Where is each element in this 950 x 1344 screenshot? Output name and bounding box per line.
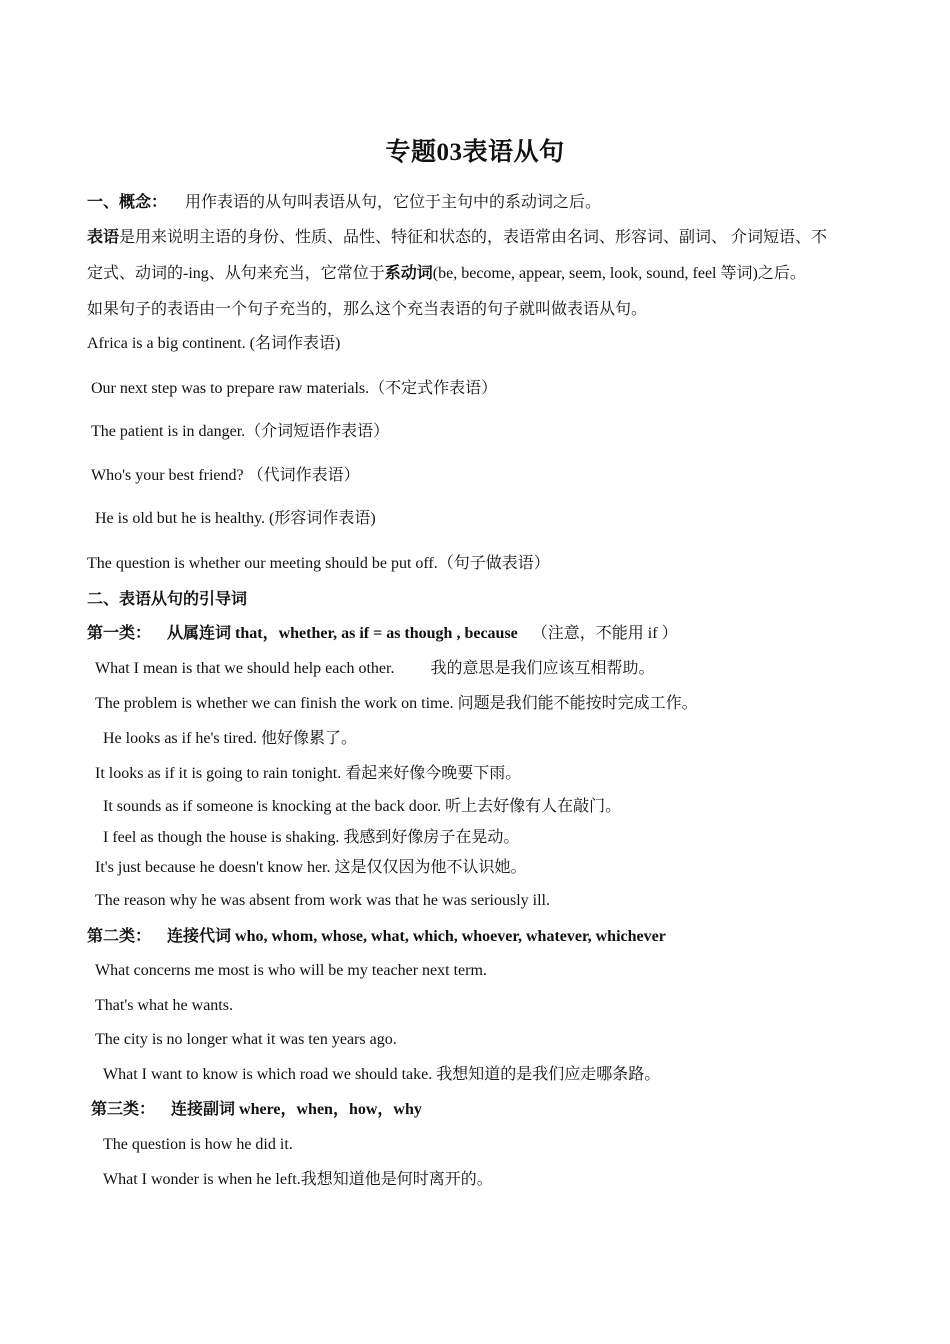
- english-sentence: I feel as though the house is shaking.: [103, 829, 340, 846]
- category-note: （注意，不能用 if ）: [531, 625, 678, 642]
- category-words: 连接副词 where，when，how，why: [171, 1101, 422, 1118]
- english-sentence: He looks as if he's tired.: [103, 730, 257, 747]
- english-sentence: The question is how he did it.: [103, 1136, 293, 1153]
- concept-label: 一、概念：: [87, 194, 168, 211]
- sentence-pair: [95, 995, 233, 1017]
- chinese-translation: 这是仅仅因为他不认识她。: [334, 859, 527, 876]
- definition-text-2b: (be, become, appear, seem, look, sound, feel 等词)之后。: [432, 265, 806, 282]
- english-sentence: What I wonder is when he left.: [103, 1171, 301, 1188]
- example-sentence: He is old but he is healthy. (形容词作表语): [95, 510, 376, 527]
- chinese-translation: 听上去好像有人在敲门。: [445, 798, 622, 815]
- definition-text-2a: 定式、动词的-ing、从句来充当，它常位于: [87, 265, 385, 282]
- english-sentence: What I want to know is which road we should take.: [103, 1066, 433, 1083]
- english-sentence: It's just because he doesn't know her.: [95, 859, 331, 876]
- english-sentence: It sounds as if someone is knocking at the back door.: [103, 798, 442, 815]
- chinese-translation: 看起来好像今晚要下雨。: [345, 765, 522, 782]
- example-sentence: Who's your best friend? （代词作表语）: [91, 467, 360, 484]
- english-sentence: What concerns me most is who will be my teacher next term.: [95, 962, 487, 979]
- term-predicative: 表语: [87, 229, 120, 246]
- sentence-pair: [103, 1169, 493, 1191]
- chinese-translation: 他好像累了。: [260, 730, 357, 747]
- sentence-pair: [95, 763, 521, 785]
- sentence-pair: [95, 1029, 397, 1051]
- sentence-pair: [103, 728, 357, 750]
- category-1-heading: [87, 623, 678, 645]
- sentence-pair: [103, 1064, 660, 1086]
- sentence-pair: [95, 693, 698, 715]
- sentence-pair: [95, 890, 550, 912]
- category-label: 第一类：: [87, 625, 152, 642]
- sentence-pair: [95, 857, 527, 879]
- example-sentence: Our next step was to prepare raw materials.（不定式作表语）: [91, 380, 498, 397]
- concept-text: 用作表语的从句叫表语从句，它位于主句中的系动词之后。: [185, 194, 602, 211]
- english-sentence: It looks as if it is going to rain tonight.: [95, 765, 342, 782]
- chinese-translation: 我想知道的是我们应走哪条路。: [436, 1066, 661, 1083]
- example-sentence: The patient is in danger.（介词短语作表语）: [91, 423, 390, 440]
- page-title: 专题03表语从句: [385, 139, 565, 166]
- category-words: 从属连词 that，whether, as if = as though , because: [167, 625, 518, 642]
- sentence-pair: [103, 827, 519, 849]
- english-sentence: The reason why he was absent from work was that he was seriously ill.: [95, 892, 550, 909]
- sentence-pair: [95, 658, 654, 680]
- category-words: 连接代词 who, whom, whose, what, which, whoever, whatever, whichever: [167, 928, 666, 945]
- example-sentence: The question is whether our meeting should be put off.（句子做表语）: [87, 555, 550, 572]
- chinese-translation: 我想知道他是何时离开的。: [300, 1171, 493, 1188]
- chinese-translation: 我的意思是我们应该互相帮助。: [430, 660, 655, 677]
- sentence-pair: [103, 796, 621, 818]
- sentence-pair: [95, 960, 487, 982]
- definition-text-1: 是用来说明主语的身份、性质、品性、特征和状态的，表语常由名词、形容词、副词、 介词短语、不: [119, 229, 828, 246]
- english-sentence: The city is no longer what it was ten years ago.: [95, 1031, 397, 1048]
- english-sentence: What I mean is that we should help each other.: [95, 660, 395, 677]
- english-sentence: That's what he wants.: [95, 997, 233, 1014]
- chinese-translation: 我感到好像房子在晃动。: [343, 829, 520, 846]
- definition-line-3: 如果句子的表语由一个句子充当的，那么这个充当表语的句子就叫做表语从句。: [87, 301, 648, 318]
- category-label: 第二类：: [87, 928, 152, 945]
- definition-line-2: [87, 263, 806, 285]
- concept-line: [87, 192, 601, 214]
- chinese-translation: 问题是我们能不能按时完成工作。: [457, 695, 698, 712]
- category-3-heading: [91, 1099, 422, 1121]
- category-label: 第三类：: [91, 1101, 156, 1118]
- sentence-pair: [103, 1134, 293, 1156]
- category-2-heading: [87, 926, 666, 948]
- section-heading: 二、表语从句的引导词: [87, 591, 248, 608]
- english-sentence: The problem is whether we can finish the work on time.: [95, 695, 454, 712]
- definition-line-1: [87, 227, 827, 249]
- example-sentence: Africa is a big continent. (名词作表语): [87, 335, 341, 352]
- term-linking-verb: 系动词: [384, 265, 433, 282]
